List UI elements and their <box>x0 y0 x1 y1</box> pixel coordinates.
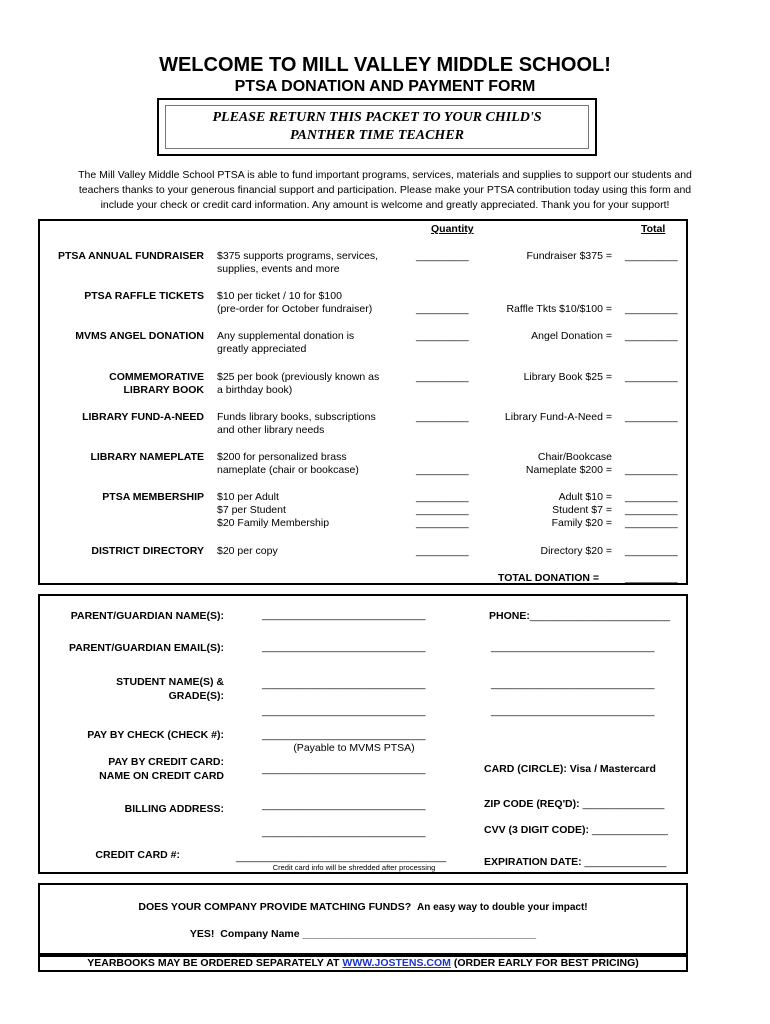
total-field-angel[interactable]: _________ <box>625 330 678 342</box>
return-notice-box <box>157 98 597 156</box>
name-on-card-field[interactable]: ____________________________ <box>262 763 426 775</box>
jostens-link[interactable]: WWW.JOSTENS.COM <box>342 957 451 969</box>
matching-funds-question: DOES YOUR COMPANY PROVIDE MATCHING FUNDS? An easy way to double your impact! <box>138 901 588 913</box>
student-name-field-4[interactable]: ____________________________ <box>491 705 655 717</box>
student-name-label: STUDENT NAME(S) & GRADE(S): <box>116 676 224 702</box>
total-donation-field[interactable]: _________ <box>625 572 678 584</box>
intro-line: The Mill Valley Middle School PTSA is able to fund important programs, services, materials and supplies to support our students and <box>78 169 692 181</box>
item-desc-angel: Any supplemental donation is greatly appreciated <box>217 330 355 355</box>
quantity-field-library-book[interactable]: _________ <box>416 371 469 383</box>
credit-card-number-field[interactable]: ____________________________________ <box>236 851 447 863</box>
item-label-fund-a-need: LIBRARY FUND-A-NEED <box>82 411 204 423</box>
item-desc-library-book: $25 per book (previously known as a birthday book) <box>217 371 380 396</box>
total-fields-membership[interactable]: _________ _________ _________ <box>625 491 678 529</box>
total-field-directory[interactable]: _________ <box>625 545 678 557</box>
matching-funds-section <box>38 883 688 955</box>
phone-label: PHONE: <box>489 610 530 622</box>
parent-email-field[interactable]: ____________________________ <box>262 641 426 653</box>
total-donation-label: TOTAL DONATION = <box>498 572 602 584</box>
form-title: WELCOME TO MILL VALLEY MIDDLE SCHOOL! <box>159 54 611 76</box>
quantity-field-nameplate[interactable]: _________ <box>416 464 469 476</box>
student-name-field-2[interactable]: ____________________________ <box>491 678 655 690</box>
billing-address-field-1[interactable]: ____________________________ <box>262 799 426 811</box>
total-field-nameplate[interactable]: _________ <box>625 464 678 476</box>
check-label: PAY BY CHECK (CHECK #): <box>87 729 224 741</box>
student-name-field-3[interactable]: ____________________________ <box>262 705 426 717</box>
item-label-library-book: COMMEMORATIVE LIBRARY BOOK <box>109 371 204 396</box>
zip-code-field[interactable]: ______________ <box>582 798 665 810</box>
expiration-field[interactable]: ______________ <box>584 856 667 868</box>
return-notice-line1: PLEASE RETURN THIS PACKET TO YOUR CHILD'S <box>212 110 542 125</box>
total-label-library-book: Library Book $25 = <box>523 371 612 383</box>
check-payable-note: (Payable to MVMS PTSA) <box>293 742 415 754</box>
parent-email-label: PARENT/GUARDIAN EMAIL(S): <box>69 642 224 654</box>
quantity-field-directory[interactable]: _________ <box>416 545 469 557</box>
expiration-label: EXPIRATION DATE: <box>484 856 585 868</box>
total-header: Total <box>641 223 666 235</box>
return-notice-line2: PANTHER TIME TEACHER <box>290 128 464 143</box>
total-label-angel: Angel Donation = <box>531 330 612 342</box>
yearbook-note: YEARBOOKS MAY BE ORDERED SEPARATELY AT WWW.JOSTENS.COM (ORDER EARLY FOR BEST PRICING) <box>87 957 639 969</box>
phone-field[interactable]: ________________________ <box>529 610 670 622</box>
parent-name-field[interactable]: ____________________________ <box>262 609 426 621</box>
item-label-membership: PTSA MEMBERSHIP <box>102 491 204 503</box>
total-field-fund-a-need[interactable]: _________ <box>625 411 678 423</box>
total-label-nameplate: Chair/Bookcase Nameplate $200 = <box>525 451 612 476</box>
matching-funds-tagline: An easy way to double your impact! <box>417 902 588 913</box>
card-type-selector[interactable]: CARD (CIRCLE): Visa / Mastercard <box>484 763 656 775</box>
total-label-fundraiser: Fundraiser $375 = <box>526 250 612 262</box>
cvv-label: CVV (3 DIGIT CODE): <box>484 824 592 836</box>
parent-name-label: PARENT/GUARDIAN NAME(S): <box>70 610 224 622</box>
credit-card-label: PAY BY CREDIT CARD: NAME ON CREDIT CARD <box>99 756 224 782</box>
company-name-field[interactable]: ________________________________________ <box>302 928 537 940</box>
quantity-field-fund-a-need[interactable]: _________ <box>416 411 469 423</box>
company-name-label: YES! Company Name <box>189 928 303 940</box>
total-labels-membership: Adult $10 = Student $7 = Family $20 = <box>551 491 612 529</box>
item-label-nameplate: LIBRARY NAMEPLATE <box>90 451 204 463</box>
billing-address-field-2[interactable]: ____________________________ <box>262 826 426 838</box>
cvv-group[interactable] <box>484 823 668 837</box>
quantity-field-fundraiser[interactable]: _________ <box>416 250 469 262</box>
item-label-fundraiser: PTSA ANNUAL FUNDRAISER <box>57 250 204 262</box>
total-field-library-book[interactable]: _________ <box>625 371 678 383</box>
item-desc-fundraiser: $375 supports programs, services, supplies, events and more <box>217 250 379 275</box>
item-desc-membership: $10 per Adult $7 per Student $20 Family Membership <box>217 491 330 529</box>
total-field-raffle[interactable]: _________ <box>625 303 678 315</box>
billing-address-label: BILLING ADDRESS: <box>124 803 224 815</box>
cvv-field[interactable]: _____________ <box>591 824 668 836</box>
intro-line: include your check or credit card information. Any amount is welcome and greatly appreciated. Thank you for your support! <box>100 199 670 211</box>
item-desc-raffle: $10 per ticket / 10 for $100 (pre-order for October fundraiser) <box>217 290 373 315</box>
total-label-directory: Directory $20 = <box>540 545 612 557</box>
student-name-field-1[interactable]: ____________________________ <box>262 678 426 690</box>
zip-code-label: ZIP CODE (REQ'D): <box>484 798 583 810</box>
item-desc-fund-a-need: Funds library books, subscriptions and other library needs <box>217 411 376 436</box>
quantity-fields-membership[interactable]: _________ _________ _________ <box>416 491 469 529</box>
parent-email-field-2[interactable]: ____________________________ <box>491 641 655 653</box>
total-field-fundraiser[interactable]: _________ <box>625 250 678 262</box>
total-label-fund-a-need: Library Fund-A-Need = <box>504 411 612 423</box>
item-desc-nameplate: $200 for personalized brass nameplate (chair or bookcase) <box>217 451 359 476</box>
item-desc-directory: $20 per copy <box>217 545 278 557</box>
item-label-raffle: PTSA RAFFLE TICKETS <box>84 290 204 302</box>
form-subtitle: PTSA DONATION AND PAYMENT FORM <box>234 78 536 95</box>
quantity-field-raffle[interactable]: _________ <box>416 303 469 315</box>
quantity-field-angel[interactable]: _________ <box>416 330 469 342</box>
shred-notice: Credit card info will be shredded after processing <box>272 863 436 872</box>
item-label-directory: DISTRICT DIRECTORY <box>91 545 204 557</box>
total-label-raffle: Raffle Tkts $10/$100 = <box>506 303 612 315</box>
intro-line: teachers thanks to your generous financial support and participation. Please make your PTSA contribution today using this form and <box>78 184 692 196</box>
intro-paragraph <box>40 168 730 213</box>
item-label-angel: MVMS ANGEL DONATION <box>75 330 204 342</box>
check-number-field[interactable]: ____________________________ <box>262 729 426 741</box>
quantity-header: Quantity <box>431 223 474 235</box>
zip-code-group[interactable] <box>484 797 664 811</box>
expiration-group[interactable] <box>484 855 666 869</box>
company-name-group[interactable] <box>38 928 688 940</box>
credit-card-number-label: CREDIT CARD #: <box>95 849 180 861</box>
phone-field-group[interactable] <box>489 609 670 623</box>
